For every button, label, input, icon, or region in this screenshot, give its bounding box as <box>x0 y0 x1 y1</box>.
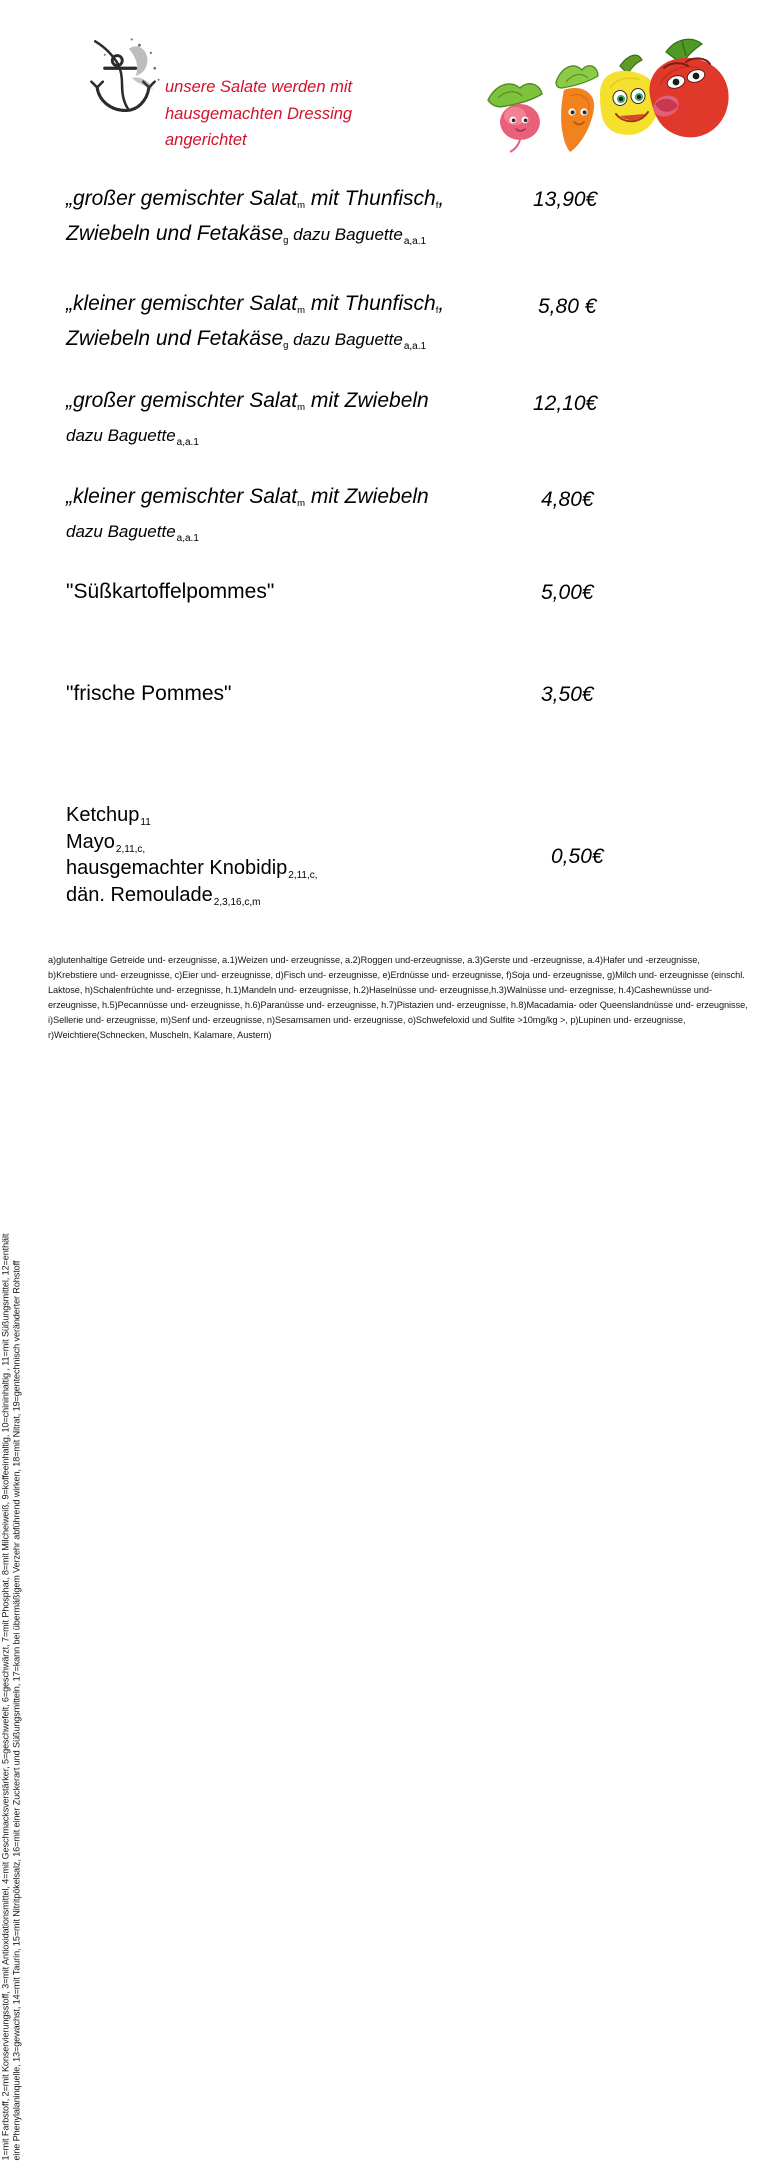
allergen-code: a,a.1 <box>403 236 427 247</box>
menu-item-price: 12,10€ <box>533 392 598 415</box>
menu-item-text <box>66 389 516 448</box>
menu-item-text <box>66 187 516 247</box>
intro-line-1: unsere Salate werden mit <box>165 78 353 96</box>
sauce-row: Ketchup$_{11}$ <box>66 804 151 828</box>
allergen-key-footer <box>48 953 748 1042</box>
menu-item-line-1: „kleiner gemischter Salat$_m$ mit Zwiebeln <box>66 485 429 509</box>
footer-line: b)Krebstiere und- erzeugnisse, c)Eier und- erzeugnisse, d)Fisch und- erzeugnisse, e)Erdnüsse und- erzeugnisse, f)Soja und- erzeugnisse, g)Milch und- erzeugnisse (einschl. <box>48 969 745 980</box>
allergen-code: 2,11,c, <box>288 870 318 882</box>
menu-item-line-2: Zwiebeln und Fetakäse$_g$ dazu Baguette$_{a,a.1}$ <box>66 327 427 352</box>
cartoon-vegetables-icon <box>470 22 760 157</box>
allergen-code: 11 <box>140 817 151 828</box>
menu-item-text <box>66 292 516 352</box>
allergen-code: a,a.1 <box>176 533 199 544</box>
menu-item-price: 13,90€ <box>533 188 598 211</box>
menu-item-line-1: "frische Pommes" <box>66 682 232 705</box>
side-legend-line-1: 1=mit Farbstoff, 2=mit Konservierungsstoff, 3=mit Antioxidationsmittel, 4=mit Geschmacksverstärker, 5=geschwefelt, 6=geschwärzt, 7=mit Phosphat, 8=mit Milcheiweiß, 9=koffeeinhaltig, 10=chininhaltig , 11=mit Süßungsmittel, 12=enthält <box>0 1234 11 2161</box>
allergen-code: g <box>283 235 289 246</box>
footer-line: Laktose, h)Schalenfrüchte und- erzegnisse, h.1)Mandeln und- erzeugnisse, h.2)Haselnüsse und- erzeugnisse,h.3)Walnüsse und- erzegnisse, h.4)Cashewnüsse und- <box>48 984 712 995</box>
menu-item-price: 4,80€ <box>541 488 594 511</box>
sauce-row: Mayo$_{2,11,c,}$ <box>66 830 146 855</box>
allergen-code: m <box>297 200 306 211</box>
footer-line: r)Weichtiere(Schnecken, Muscheln, Kalamare, Austern) <box>48 1029 272 1040</box>
menu-item-text <box>66 581 516 602</box>
footer-line: i)Sellerie und- erzeugnisse, m)Senf und- erzeugnisse, n)Sesamsamen und- erzeugnisse, o)Schwefeloxid und Sulfite >10mg/kg >, p)Lupinen und- erzeugnisse, <box>48 1014 686 1025</box>
menu-item-text <box>66 683 516 704</box>
menu-item-price: 3,50€ <box>541 683 594 706</box>
menu-header <box>0 0 768 170</box>
anchor-with-splash-logo-icon <box>76 26 172 122</box>
sauces-price: 0,50€ <box>551 845 604 868</box>
intro-line-2: hausgemachten Dressing <box>165 104 353 123</box>
menu-item-text <box>66 485 516 544</box>
menu-item-line-2: dazu Baguette$_{a,a.1}$ <box>66 426 199 448</box>
menu-item-line-1: „großer gemischter Salat$_m$ mit Zwiebeln <box>66 389 429 413</box>
allergen-code: 2,3,16,c,m <box>213 896 261 908</box>
menu-item-price: 5,00€ <box>541 581 594 604</box>
intro-note <box>165 74 465 154</box>
allergen-code: f <box>435 305 439 316</box>
allergen-code: 2,11,c, <box>115 843 146 855</box>
sauce-row: hausgemachter Knobidip$_{2,11,c,}$ <box>66 857 318 882</box>
menu-item-line-1: „kleiner gemischter Salat$_m$ mit Thunfisch$_f$, <box>66 292 445 316</box>
menu-item-line-2: Zwiebeln und Fetakäse$_g$ dazu Baguette$_{a,a.1}$ <box>66 222 427 247</box>
menu-item-price: 5,80 € <box>538 295 597 318</box>
allergen-code: m <box>297 305 306 316</box>
menu-item-line-1: "Süßkartoffelpommes" <box>66 580 275 603</box>
allergen-code: g <box>283 340 289 351</box>
intro-line-3: angerichtet <box>165 131 247 150</box>
footer-line: erzeugnisse, h.5)Pecannüsse und- erzeugnisse, h.6)Paranüsse und- erzeugnisse, h.7)Pistazien und- erzeugnisse, h.8)Macadamia- oder Queenslandnüsse und- erzeugnisse, <box>48 999 748 1010</box>
allergen-code: f <box>435 200 439 211</box>
menu-item-line-2: dazu Baguette$_{a,a.1}$ <box>66 522 199 544</box>
footer-line: a)glutenhaltige Getreide und- erzeugnisse, a.1)Weizen und- erzeugnisse, a.2)Roggen und-erzeugnisse, a.3)Gerste und -erzeugnisse, a.4)Hafer und -erzeugnisse, <box>48 955 700 965</box>
allergen-code: a,a.1 <box>176 437 199 448</box>
menu-item-line-1: „großer gemischter Salat$_m$ mit Thunfisch$_f$, <box>66 187 445 211</box>
allergen-code: a,a.1 <box>403 341 427 352</box>
sauce-row: dän. Remoulade$_{2,3,16,c,m}$ <box>66 883 261 908</box>
side-legend-line-2: eine Phenylalaninquelle, 13=gewachst, 14=mit Taurin, 15=mit Nitritpökelsalz, 16=mit einer Zuckerart und Süßungsmitteln, 17=kann bei übermäßigem Verzehr abführend wirken, 18=mit Nitrat, 19=gentechnisch veränderter Rohstoff <box>11 1261 22 2161</box>
allergen-code: m <box>297 498 306 509</box>
sauces-group <box>66 802 526 908</box>
allergen-code: m <box>297 402 306 413</box>
